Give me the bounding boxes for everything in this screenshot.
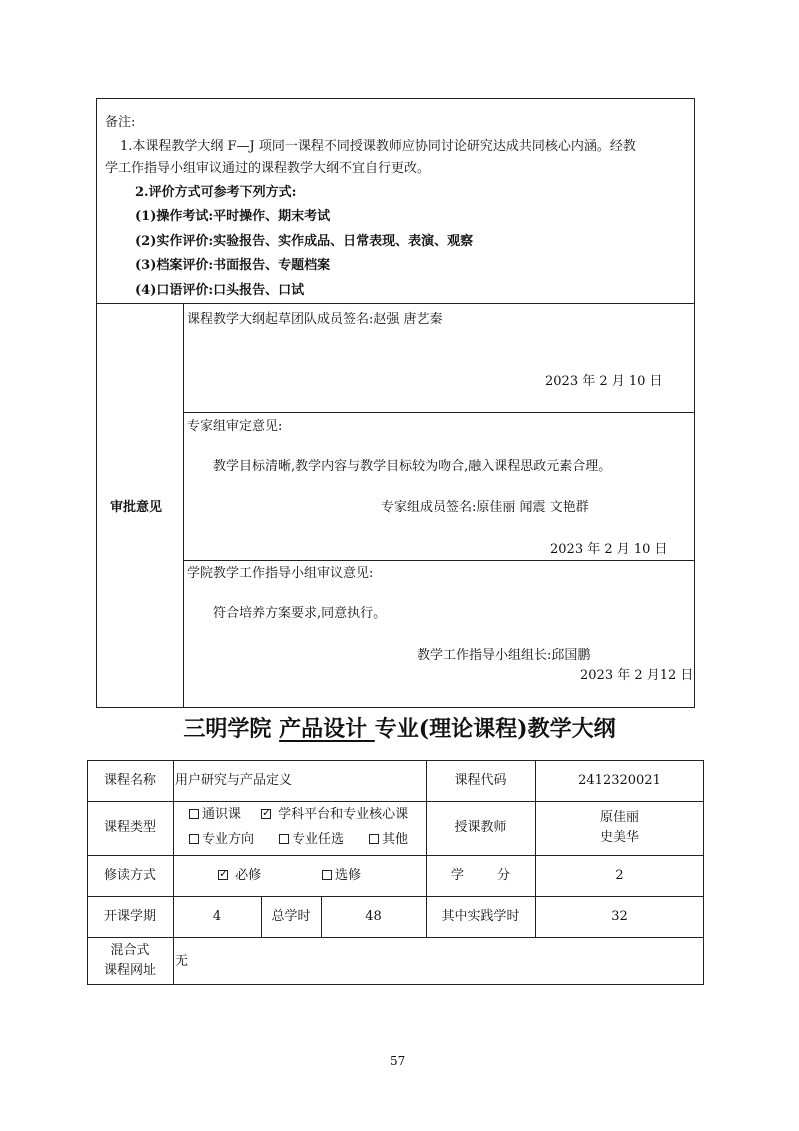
expert-heading: 专家组审定意见: <box>187 419 283 434</box>
checkbox-icon[interactable] <box>322 870 332 880</box>
credit-label: 学 分 <box>450 867 511 883</box>
col-divider <box>173 760 174 985</box>
study-optional-option[interactable]: 选修 <box>322 867 361 885</box>
practice-hours-value: 32 <box>611 908 628 924</box>
blended-course-url: 无 <box>175 954 189 969</box>
remarks-line-7: (4)口语评价:口头报告、口试 <box>135 283 305 298</box>
expert-date: 2023 年 2 月 10 日 <box>550 542 668 557</box>
row-divider <box>87 937 704 938</box>
practice-hours-label: 其中实践学时 <box>441 908 520 924</box>
remarks-line-3: 2.评价方式可参考下列方式: <box>135 185 297 200</box>
remarks-heading: 备注: <box>105 115 136 130</box>
drafting-signature: 课程教学大纲起草团队成员签名:赵强 唐艺秦 <box>187 312 443 327</box>
teacher-label: 授课教师 <box>454 820 507 835</box>
course-name-value: 用户研究与产品定义 <box>175 773 293 788</box>
checkbox-checked-icon[interactable] <box>218 870 228 880</box>
approval-label-divider <box>183 303 184 708</box>
remarks-line-6: (3)档案评价:书面报告、专题档案 <box>135 258 331 273</box>
remarks-divider <box>96 303 695 304</box>
title-major: 产品设计 <box>279 716 375 742</box>
college-opinion: 符合培养方案要求,同意执行。 <box>213 606 387 621</box>
remarks-line-1: 1.本课程教学大纲 F—J 项同一课程不同授课教师应协同讨论研究达成共同核心内涵。经教 <box>120 139 636 154</box>
course-code-value: 2412320021 <box>578 772 661 788</box>
study-required-option[interactable]: ✓ 必修 <box>218 867 261 885</box>
blended-label-line-1: 混合式 <box>110 943 150 958</box>
checkbox-icon[interactable] <box>189 809 199 819</box>
remarks-line-5: (2)实作评价:实验报告、实作成品、日常表现、表演、观察 <box>135 234 474 249</box>
course-code-label: 课程代码 <box>454 772 507 788</box>
college-signature: 教学工作指导小组组长:邱国鹏 <box>417 648 591 663</box>
total-hours-label: 总学时 <box>271 908 311 924</box>
expert-signature: 专家组成员签名:原佳丽 闻震 文艳群 <box>381 500 589 515</box>
checkbox-icon[interactable] <box>369 834 379 844</box>
checkbox-icon[interactable] <box>189 834 199 844</box>
type-option-general[interactable]: 通识课 <box>189 806 241 824</box>
blended-course-label <box>87 937 173 985</box>
type-option-direction[interactable]: 专业方向 <box>189 831 254 849</box>
study-mode-label: 修读方式 <box>103 867 156 883</box>
type-option-other[interactable]: 其他 <box>369 831 408 849</box>
teacher-2: 史美华 <box>599 830 639 845</box>
teacher-values <box>535 801 704 855</box>
blended-label-line-2: 课程网址 <box>103 963 156 978</box>
total-hours-value: 48 <box>365 908 382 924</box>
expert-divider <box>183 560 695 561</box>
checkbox-checked-icon[interactable] <box>261 809 271 819</box>
semester-value: 4 <box>212 908 222 924</box>
checkbox-icon[interactable] <box>279 834 289 844</box>
expert-opinion: 教学目标清晰,教学内容与教学目标较为吻合,融入课程思政元素合理。 <box>213 459 612 474</box>
type-option-elective[interactable]: 专业任选 <box>279 831 344 849</box>
remarks-line-4: (1)操作考试:平时操作、期末考试 <box>135 209 331 224</box>
drafting-divider <box>183 412 695 413</box>
college-heading: 学院教学工作指导小组审议意见: <box>187 566 374 581</box>
credit-value: 2 <box>615 867 624 883</box>
drafting-date: 2023 年 2 月 10 日 <box>545 374 663 389</box>
teacher-1: 原佳丽 <box>599 810 639 825</box>
college-date: 2023 年 2 月12 日 <box>580 668 694 683</box>
title-prefix: 三明学院 <box>183 716 280 742</box>
course-type-label: 课程类型 <box>103 820 156 835</box>
type-option-core[interactable]: ✓ 学科平台和专业核心课 <box>261 806 408 824</box>
semester-label: 开课学期 <box>103 908 156 924</box>
course-name-label: 课程名称 <box>103 772 156 788</box>
remarks-line-2: 学工作指导小组审议通过的课程教学大纲不宜自行更改。 <box>105 161 431 176</box>
page-title <box>0 712 799 746</box>
approval-label: 审批意见 <box>110 500 163 515</box>
page-number: 57 <box>390 1054 406 1068</box>
title-suffix: 专业(理论课程)教学大纲 <box>374 716 616 742</box>
